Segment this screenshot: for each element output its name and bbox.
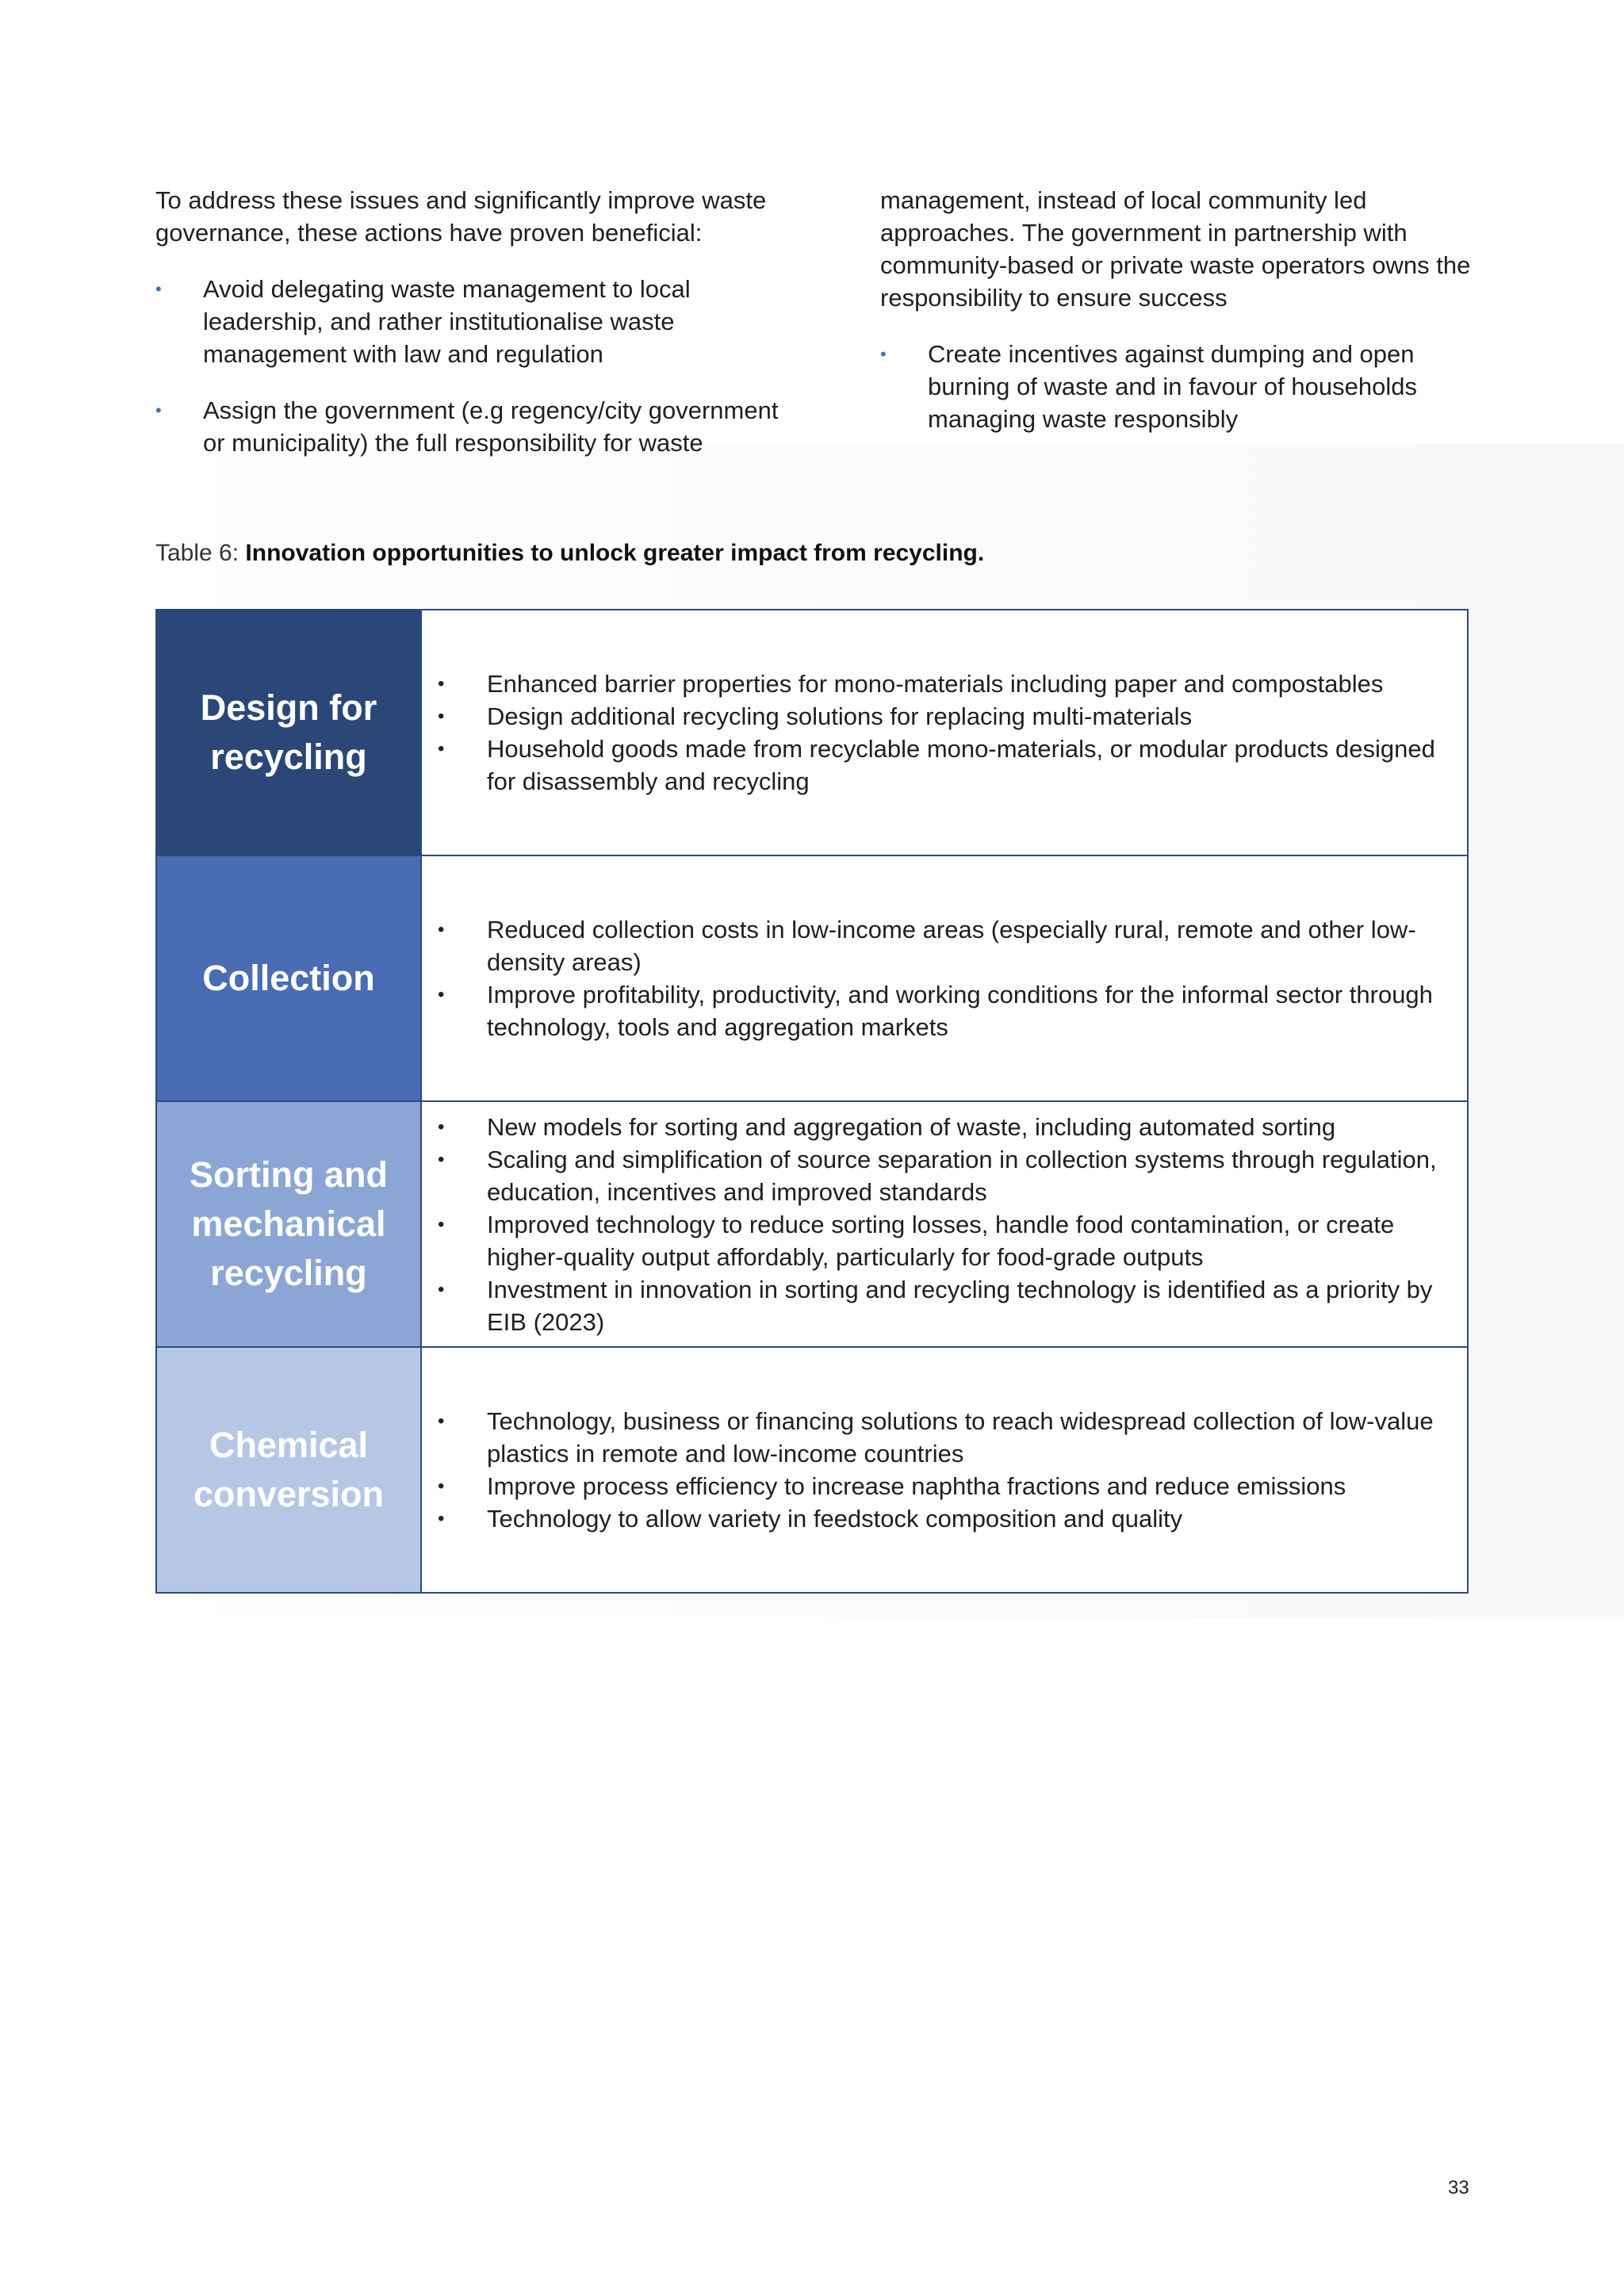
row-bullet-list: [422, 668, 1467, 798]
list-item: • Enhanced barrier properties for mono-materials including paper and compostables: [438, 668, 1443, 700]
table-caption: [155, 538, 984, 569]
left-bullet-list: [155, 273, 790, 459]
row-content: [422, 856, 1467, 1100]
list-item: • Avoid delegating waste management to local leadership, and rather institutionalise waste management with law and regulation: [155, 273, 790, 370]
table-row: [157, 1348, 1467, 1592]
list-item: • Investment in innovation in sorting and recycling technology is identified as a priority by EIB (2023): [438, 1273, 1443, 1338]
row-bullet-list: [422, 1405, 1467, 1535]
right-bullet-list: [880, 338, 1483, 435]
page-number: 33: [1448, 2177, 1469, 2198]
list-item: • Technology to allow variety in feedstock composition and quality: [438, 1502, 1443, 1535]
list-item: • Reduced collection costs in low-income areas (especially rural, remote and other low-density areas): [438, 913, 1443, 978]
list-item: • Household goods made from recyclable mono-materials, or modular products designed for disassembly and recycling: [438, 733, 1443, 798]
list-item: • Design additional recycling solutions for replacing multi-materials: [438, 700, 1443, 733]
list-item: • Improve profitability, productivity, and working conditions for the informal sector through technology, tools and aggregation markets: [438, 978, 1443, 1043]
left-column: [155, 184, 790, 483]
row-heading: Collection: [157, 856, 422, 1100]
table-row: [157, 610, 1467, 856]
continuation-paragraph: management, instead of local community led approaches. The government in partnership with community-based or private waste operators owns the responsibility to ensure success: [880, 186, 1471, 312]
row-bullet-list: [422, 913, 1467, 1043]
list-item: • Technology, business or financing solutions to reach widespread collection of low-value plastics in remote and low-income countries: [438, 1405, 1443, 1470]
list-item: • Create incentives against dumping and open burning of waste and in favour of households managing waste responsibly: [880, 338, 1483, 435]
caption-title: Innovation opportunities to unlock greater impact from recycling.: [245, 540, 985, 566]
row-heading: Sorting and mechanical recycling: [157, 1102, 422, 1346]
row-content: [422, 1348, 1467, 1592]
right-column: [880, 184, 1483, 459]
list-item: • Improve process efficiency to increase naphtha fractions and reduce emissions: [438, 1470, 1443, 1502]
row-content: [422, 1102, 1467, 1346]
list-item: • Improved technology to reduce sorting losses, handle food contamination, or create higher-quality output affordably, particularly for food-grade outputs: [438, 1208, 1443, 1273]
row-content: [422, 610, 1467, 855]
row-bullet-list: [422, 1111, 1467, 1338]
innovation-table: [155, 609, 1469, 1594]
table-row: [157, 856, 1467, 1102]
list-item: • Assign the government (e.g regency/city government or municipality) the full responsibility for waste: [155, 394, 790, 459]
table-row: [157, 1102, 1467, 1348]
row-heading: Chemical conversion: [157, 1348, 422, 1592]
caption-prefix: Table 6:: [155, 540, 246, 566]
intro-paragraph: To address these issues and significantly improve waste governance, these actions have proven beneficial:: [155, 186, 767, 247]
list-item: • New models for sorting and aggregation of waste, including automated sorting: [438, 1111, 1443, 1143]
row-heading: Design for recycling: [157, 610, 422, 855]
list-item: • Scaling and simplification of source separation in collection systems through regulation, education, incentives and improved standards: [438, 1143, 1443, 1208]
